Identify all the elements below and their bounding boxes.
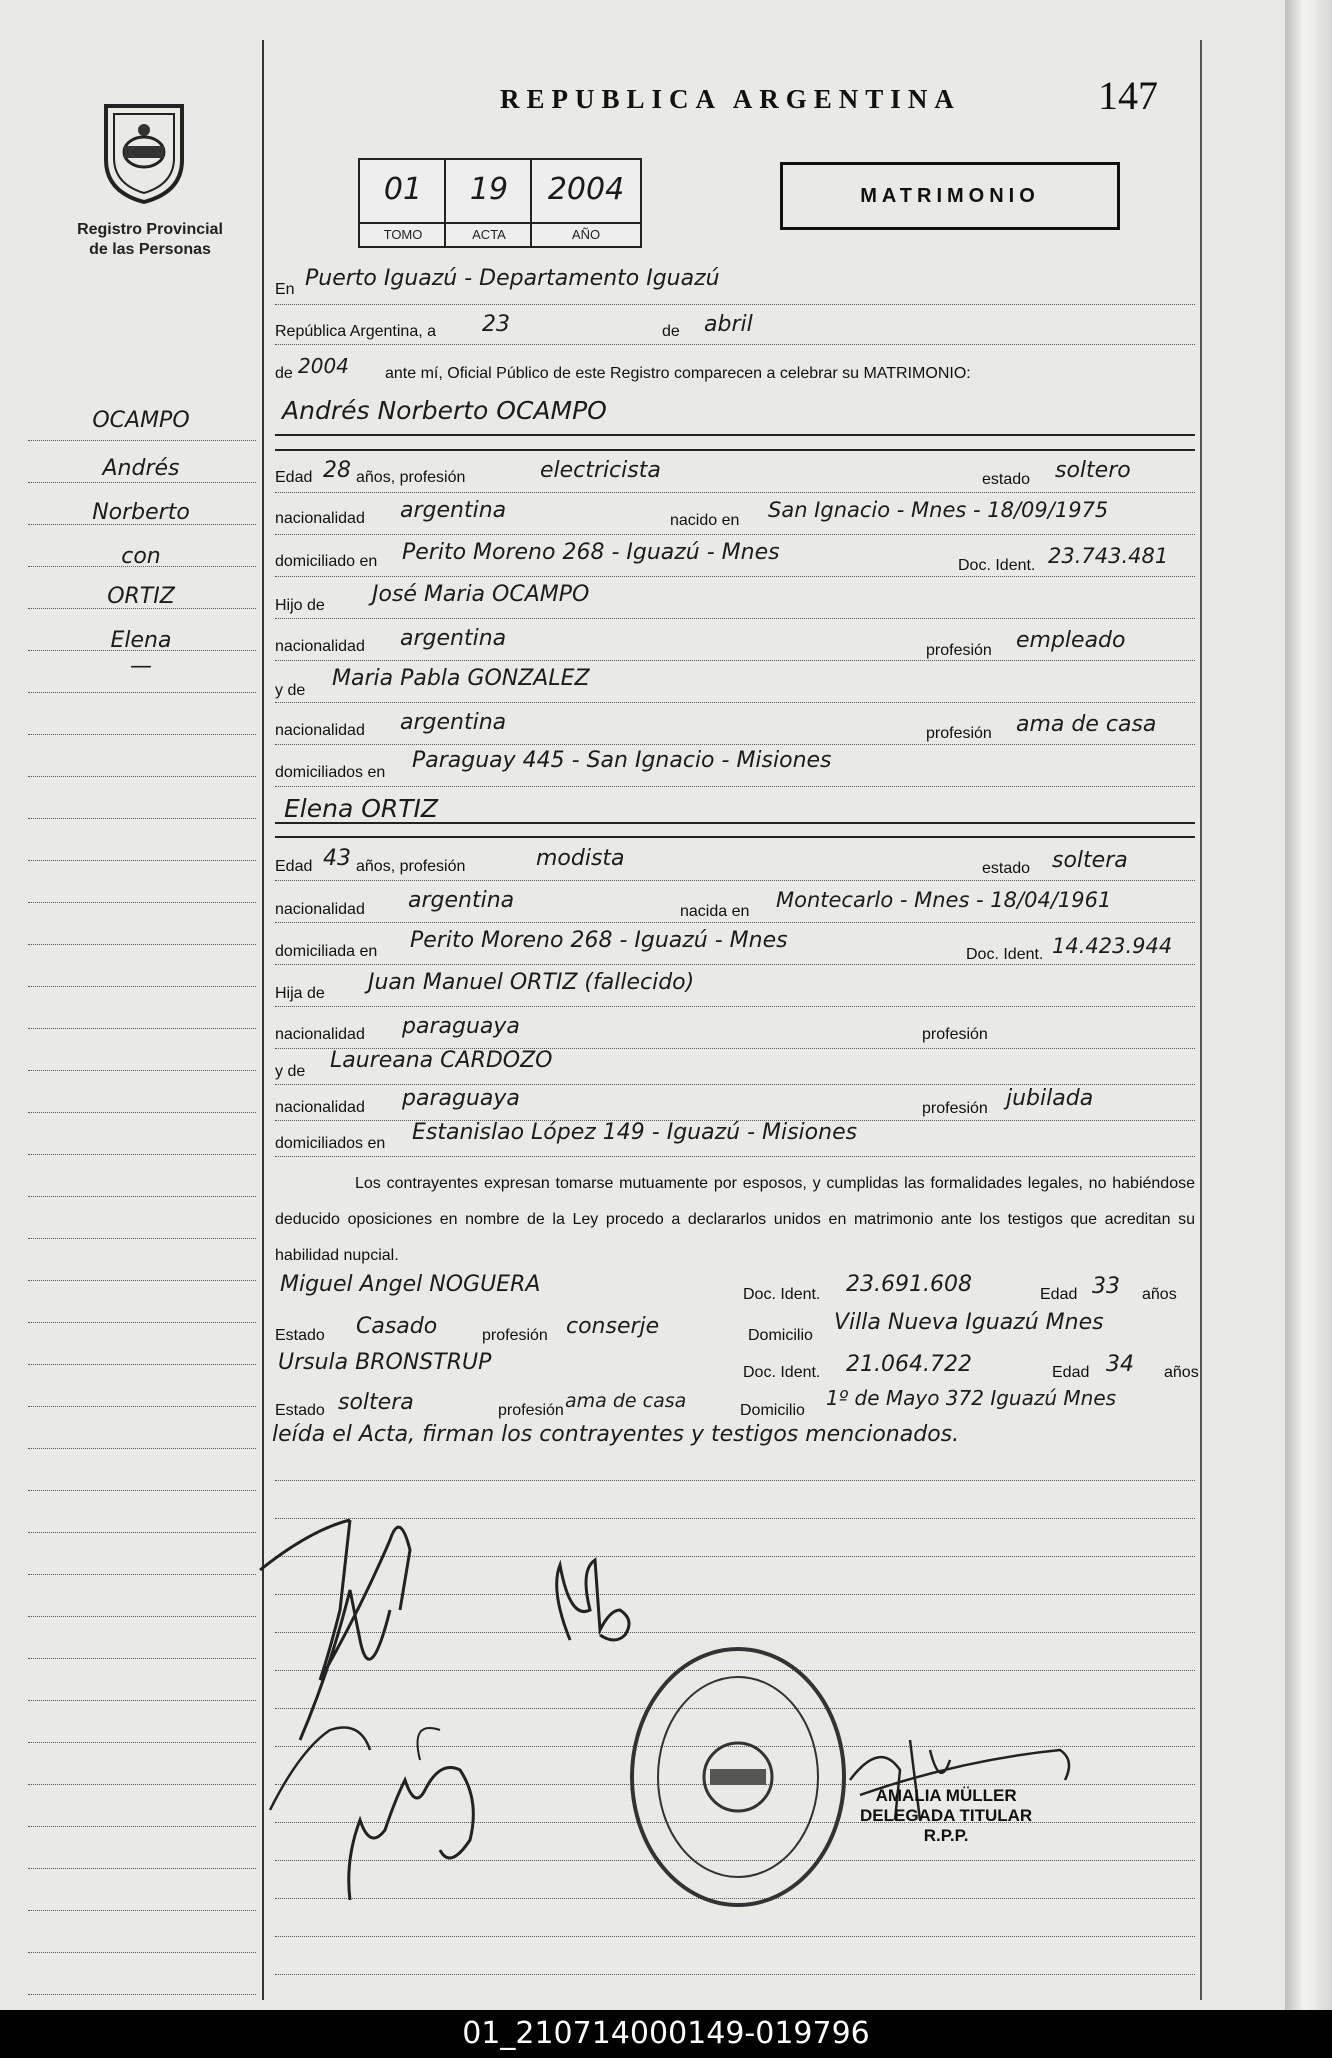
margin-rule [28,1322,256,1323]
margin-rule [28,986,256,987]
comparecen-label: ante mí, Oficial Público de este Registro comparecen a celebrar su MATRIMONIO: [385,365,971,382]
y-de-label: y de [275,1063,306,1080]
witness1-doc: 23.691.608 [846,1272,972,1297]
margin-note: con [121,544,161,569]
hija-label: Hija de [275,985,325,1002]
margin-note: OCAMPO [92,408,190,433]
nacionalidad-label: nacionalidad [275,901,365,918]
estado-label: Estado [275,1327,325,1344]
witness1-name: Miguel Angel NOGUERA [280,1272,541,1297]
anos-profesion-label: años, profesión [356,469,466,486]
domiciliados-label: domiciliados en [275,1135,386,1152]
margin-note: Norberto [92,500,190,525]
bride-birth: Montecarlo - Mnes - 18/04/1961 [776,888,1112,912]
tomo-value: 01 [383,172,423,207]
margin-note: Elena [110,628,172,653]
rule [275,702,1195,703]
de-label: de [275,365,293,382]
book-spine [1285,0,1332,2010]
bride-status: soltera [1052,848,1128,873]
groom-address: Perito Moreno 268 - Iguazú - Mnes [402,540,780,565]
bride-age: 43 [323,846,351,871]
act-place: Puerto Iguazú - Departamento Iguazú [305,266,720,291]
margin-note: — [130,654,152,679]
domiciliada-label: domiciliada en [275,943,378,960]
rule [275,1006,1195,1007]
margin-rule [28,1784,256,1785]
margin-rule [28,608,256,609]
margin-rule [28,1070,256,1071]
rule [275,492,1195,493]
rule [275,1156,1195,1157]
rule [275,880,1195,881]
rule [275,836,1195,838]
profesion-label: profesión [922,1100,988,1117]
bride-mother-nationality: paraguaya [402,1086,520,1111]
registry-name-line1: Registro Provincial [77,221,223,238]
margin-rule [28,1448,256,1449]
margin-rule [28,1868,256,1869]
margin-rule [28,440,256,441]
margin-rule [28,650,256,651]
nacionalidad-label: nacionalidad [275,638,365,655]
country-header: REPUBLICA ARGENTINA [500,84,961,114]
record-type: MATRIMONIO [780,162,1120,230]
groom-father: José Maria OCAMPO [372,582,590,607]
signature-contrayente2 [540,1550,650,1660]
groom-status: soltero [1055,458,1131,483]
tomo-box [358,158,448,248]
rule [275,1480,1195,1481]
witness2-doc: 21.064.722 [846,1352,972,1377]
margin-rule [28,776,256,777]
witness1-profession: conserje [566,1314,660,1339]
profesion-label: profesión [926,642,992,659]
witness2-status: soltera [338,1390,414,1415]
closing-text: leída el Acta, firman los contrayentes y testigos mencionados. [272,1422,960,1447]
margin-rule [28,1616,256,1617]
nacionalidad-label: nacionalidad [275,722,365,739]
margin-rule [28,1280,256,1281]
acta-value: 19 [469,172,509,207]
estado-label: estado [982,471,1031,488]
profesion-label: profesión [498,1402,564,1419]
rule [275,534,1195,535]
groom-birth: San Ignacio - Mnes - 18/09/1975 [768,498,1109,522]
right-border [1200,40,1202,2000]
registry-name-line2: de las Personas [89,241,211,258]
official-stamp-icon [628,1645,848,1910]
witness1-status: Casado [356,1314,438,1339]
margin-rule [28,1700,256,1701]
rule [275,1936,1195,1937]
margin-rule [28,1574,256,1575]
estado-label: Estado [275,1402,325,1419]
margin-rule [28,1364,256,1365]
profesion-label: profesión [922,1026,988,1043]
witness1-address: Villa Nueva Iguazú Mnes [834,1310,1104,1335]
y-de-label: y de [275,682,306,699]
domicilio-label: Domicilio [740,1402,805,1419]
margin-rule [28,1826,256,1827]
margin-rule [28,1028,256,1029]
de-label: de [662,323,680,340]
rule [275,964,1195,965]
margin-rule [28,734,256,735]
rule [275,434,1195,436]
bride-mother-profession: jubilada [1006,1086,1094,1111]
rule [275,576,1195,577]
groom-profession: electricista [540,458,661,483]
ano-label: AÑO [532,222,640,246]
signature-witness [330,1720,510,1910]
rule [275,922,1195,923]
rule [275,660,1195,661]
official-signature-block [860,1786,1032,1846]
nacionalidad-label: nacionalidad [275,1099,365,1116]
margin-rule [28,1742,256,1743]
margin-rule [28,482,256,483]
groom-father-nationality: argentina [400,626,507,651]
margin-note: Andrés [102,456,180,481]
anos-label: años [1142,1286,1177,1303]
nacida-label: nacida en [680,903,750,920]
act-year: 2004 [298,354,349,378]
anos-label: años [1164,1364,1199,1381]
nacido-label: nacido en [670,512,740,529]
ano-box [530,158,642,248]
domiciliados-label: domiciliados en [275,764,386,781]
witness2-name: Ursula BRONSTRUP [278,1350,492,1375]
domicilio-label: Domicilio [748,1327,813,1344]
nacionalidad-label: nacionalidad [275,510,365,527]
doc-label: Doc. Ident. [743,1286,821,1303]
bride-nationality: argentina [408,888,515,913]
groom-mother-profession: ama de casa [1016,712,1157,737]
registry-seal-icon [98,100,190,205]
edad-label: Edad [1052,1364,1090,1381]
witness2-profession: ama de casa [565,1390,687,1412]
groom-age: 28 [323,458,351,483]
rule [275,1974,1195,1975]
margin-rule [28,944,256,945]
registry-name [50,220,250,260]
acta-label: ACTA [446,222,532,246]
act-day: 23 [482,312,510,337]
margin-rule [28,566,256,567]
en-label: En [275,281,295,298]
official-title: DELEGADA TITULAR [860,1806,1033,1825]
bride-father-nationality: paraguaya [402,1014,520,1039]
margin-rule [28,1952,256,1953]
margin-rule [28,1994,256,1995]
margin-rule [28,1154,256,1155]
rule [275,744,1195,745]
file-identifier: 01_210714000149-019796 [462,2016,870,2051]
profesion-label: profesión [482,1327,548,1344]
acta-box [444,158,534,248]
groom-father-profession: empleado [1016,628,1126,653]
rule [275,449,1195,451]
rule [275,822,1195,824]
rule [275,1084,1195,1085]
rule [275,786,1195,787]
tomo-label: TOMO [360,222,446,246]
hijo-label: Hijo de [275,597,325,614]
margin-rule [28,1196,256,1197]
margin-rule [28,1406,256,1407]
official-org: R.P.P. [923,1826,969,1845]
groom-nationality: argentina [400,498,507,523]
margin-note: ORTIZ [107,584,175,609]
groom-name: Andrés Norberto OCAMPO [282,396,607,425]
anos-profesion-label: años, profesión [356,858,466,875]
witness2-address: 1º de Mayo 372 Iguazú Mnes [826,1386,1117,1410]
declaration-text: Los contrayentes expresan tomarse mutuamente por esposos, y cumplidas las formalidades legales, no habiéndose deducido oposiciones en nombre de la Ley procedo a declararlos unidos en matrimonio ante los testigos que acreditan su habilidad nupcial. [275,1175,1195,1264]
ano-value: 2004 [547,172,625,207]
groom-mother: Maria Pabla GONZALEZ [332,666,590,691]
margin-rule [28,1658,256,1659]
margin-rule [28,1910,256,1911]
groom-parents-address: Paraguay 445 - San Ignacio - Misiones [412,748,832,773]
doc-label: Doc. Ident. [743,1364,821,1381]
doc-label: Doc. Ident. [966,946,1044,963]
nacionalidad-label: nacionalidad [275,1026,365,1043]
doc-label: Doc. Ident. [958,557,1036,574]
margin-rule [28,1238,256,1239]
groom-doc: 23.743.481 [1048,544,1169,568]
edad-label: Edad [275,469,313,486]
edad-label: Edad [275,858,313,875]
witness2-age: 34 [1106,1352,1134,1377]
act-month: abril [704,312,753,337]
edad-label: Edad [1040,1286,1078,1303]
bride-name: Elena ORTIZ [284,794,439,823]
margin-rule [28,1112,256,1113]
domiciliado-label: domiciliado en [275,553,378,570]
groom-mother-nationality: argentina [400,710,507,735]
rule [275,618,1195,619]
official-name: AMALIA MÜLLER [875,1786,1017,1805]
margin-rule [28,1490,256,1491]
republica-label: República Argentina, a [275,323,436,340]
margin-rule [28,692,256,693]
page-number: 147 [1098,73,1158,118]
bride-doc: 14.423.944 [1052,934,1173,958]
profesion-label: profesión [926,725,992,742]
margin-rule [28,902,256,903]
bride-father: Juan Manuel ORTIZ (fallecido) [368,970,695,995]
margin-rule [28,818,256,819]
rule [275,304,1195,305]
bride-address: Perito Moreno 268 - Iguazú - Mnes [410,928,788,953]
bride-parents-address: Estanislao López 149 - Iguazú - Misiones [412,1120,858,1145]
margin-rule [28,524,256,525]
rule [275,344,1195,345]
margin-rule [28,860,256,861]
bride-mother: Laureana CARDOZO [330,1048,553,1073]
witness1-age: 33 [1092,1274,1120,1299]
estado-label: estado [982,860,1031,877]
bride-profession: modista [536,846,625,871]
margin-rule [28,1532,256,1533]
